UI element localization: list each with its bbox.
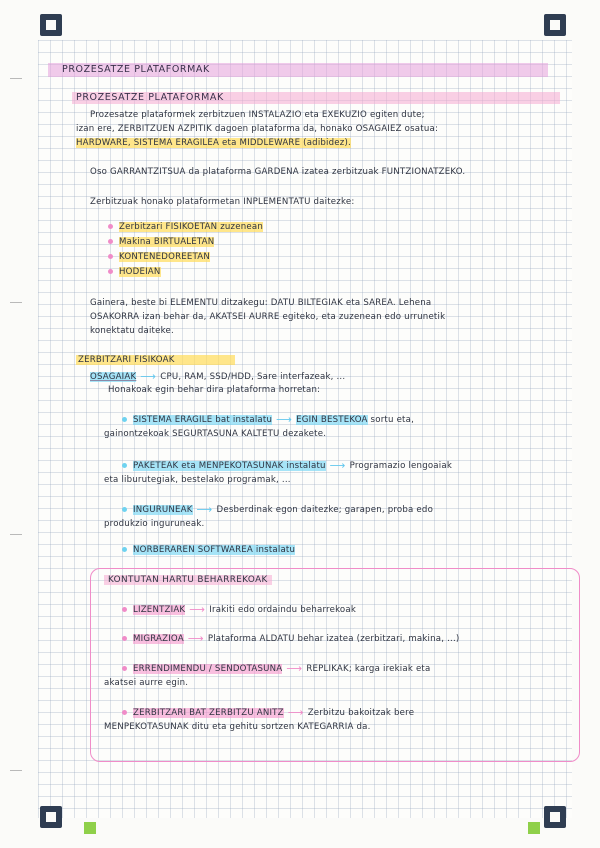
bullet-icon — [122, 710, 127, 715]
step-item: NORBERAREN SOFTWAREA instalatu — [122, 545, 295, 555]
consideration-item: ERRENDIMENDU / SENDOTASUNA ⟶ REPLIKAK; karga irekiak eta — [122, 662, 430, 675]
corner-marker-icon — [544, 14, 566, 36]
step-item: PAKETEAK eta MENPEKOTASUNAK instalatu ⟶ Programazio lengoaiak — [122, 459, 452, 472]
page-title: PROZESATZE PLATAFORMAK — [62, 64, 210, 75]
consideration-item-cont: akatsei aurre egin. — [104, 678, 189, 688]
green-square-icon — [84, 822, 96, 834]
arrow-right-icon: ⟶ — [187, 632, 204, 645]
step-item: INGURUNEAK ⟶ Desberdinak egon daitezke; garapen, proba edo — [122, 503, 433, 516]
margin-mark — [10, 302, 22, 303]
paragraph-implementatu: Zerbitzuak honako plataformetan INPLEMENTATU daitezke: — [90, 197, 355, 207]
intro-line-1: Prozesatze plataformek zerbitzuen INSTALAZIO eta EXEKUZIO egiten dute; — [90, 110, 425, 120]
bullet-icon — [122, 666, 127, 671]
margin-mark — [10, 770, 22, 771]
platform-item: KONTENEDOREETAN — [108, 252, 210, 262]
paragraph-elementuak-1: Gainera, beste bi ELEMENTU ditzakegu: DATU BILTEGIAK eta SAREA. Lehena — [90, 298, 432, 308]
bullet-icon — [122, 607, 127, 612]
kontutan-heading: KONTUTAN HARTU BEHARREKOAK — [104, 575, 272, 585]
consideration-item: LIZENTZIAK ⟶ Irakiti edo ordaindu beharrekoak — [122, 603, 356, 616]
arrow-right-icon: ⟶ — [287, 706, 304, 719]
green-square-icon — [528, 822, 540, 834]
step-item-cont: eta liburutegiak, bestelako programak, ... — [104, 475, 291, 485]
platform-item: HODEIAN — [108, 267, 161, 277]
bullet-icon — [108, 239, 113, 244]
step-item-cont: produkzio inguruneak. — [104, 519, 205, 529]
arrow-right-icon: ⟶ — [196, 503, 213, 516]
corner-marker-icon — [40, 806, 62, 828]
arrow-right-icon: ⟶ — [286, 662, 303, 675]
paragraph-elementuak-2: OSAKORRA izan behar da, AKATSEI AURRE egiteko, eta zuzenean edo urrunetik — [90, 312, 446, 322]
bullet-icon — [108, 224, 113, 229]
bullet-icon — [122, 463, 127, 468]
arrow-right-icon: ⟶ — [140, 370, 157, 383]
step-item-cont: gainontzekoak SEGURTASUNA KALTETU dezakete. — [104, 429, 327, 439]
platform-item: Zerbitzari FISIKOETAN zuzenean — [108, 222, 263, 232]
arrow-right-icon: ⟶ — [189, 603, 206, 616]
platform-item: Makina BIRTUALETAN — [108, 237, 214, 247]
intro-line-3: HARDWARE, SISTEMA ERAGILEA eta MIDDLEWARE (adibidez). — [76, 138, 351, 148]
intro-line-2: izan ere, ZERBITZUEN AZPITIK dagoen plataforma da, honako OSAGAIEZ osatua: — [76, 124, 439, 134]
bullet-icon — [108, 269, 113, 274]
section-title: PROZESATZE PLATAFORMAK — [76, 92, 224, 103]
consideration-item-cont: MENPEKOTASUNAK ditu eta gehitu sortzen KATEGARRIA da. — [104, 722, 371, 732]
bullet-icon — [122, 507, 127, 512]
osagaiak-line: OSAGAIAK ⟶ CPU, RAM, SSD/HDD, Sare interfazeak, ... — [90, 370, 346, 383]
margin-mark — [10, 534, 22, 535]
bullet-icon — [122, 636, 127, 641]
fisikoak-intro: Honakoak egin behar dira plataforma horretan: — [108, 385, 321, 395]
paragraph-gardena: Oso GARRANTZITSUA da plataforma GARDENA izatea zerbitzuak FUNTZIONATZEKO. — [90, 167, 466, 177]
arrow-right-icon: ⟶ — [276, 413, 293, 426]
bullet-icon — [122, 547, 127, 552]
consideration-item: ZERBITZARI BAT ZERBITZU ANITZ ⟶ Zerbitzu bakoitzak bere — [122, 706, 414, 719]
step-item: SISTEMA ERAGILE bat instalatu ⟶ EGIN BESTEKOA sortu eta, — [122, 413, 414, 426]
paragraph-elementuak-3: konektatu daiteke. — [90, 326, 174, 336]
bullet-icon — [108, 254, 113, 259]
arrow-right-icon: ⟶ — [329, 459, 346, 472]
corner-marker-icon — [40, 14, 62, 36]
bullet-icon — [122, 417, 127, 422]
corner-marker-icon — [544, 806, 566, 828]
consideration-item: MIGRAZIOA ⟶ Plataforma ALDATU behar izatea (zerbitzari, makina, ...) — [122, 632, 459, 645]
section-heading-fisikoak: ZERBITZARI FISIKOAK — [76, 355, 235, 365]
margin-mark — [10, 78, 22, 79]
